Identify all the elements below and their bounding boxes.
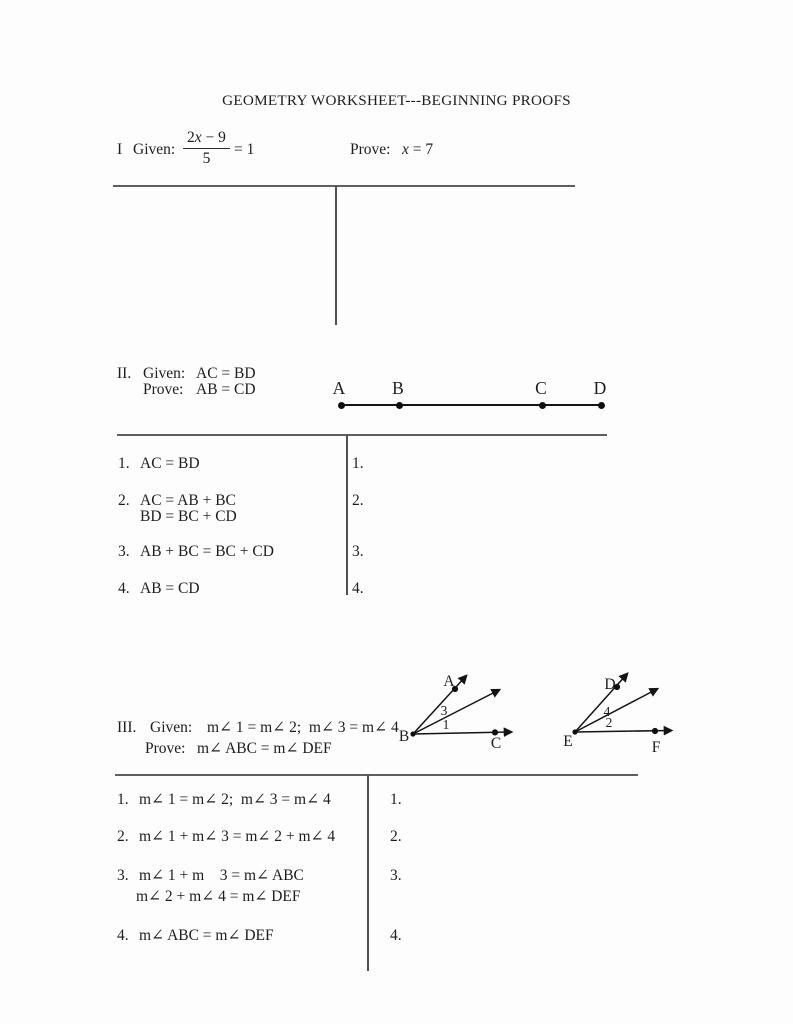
statement-text: AC = BD (140, 455, 200, 472)
problem1-given-label: Given: (133, 141, 176, 158)
label-b: B (398, 728, 410, 745)
label-c: C (490, 735, 502, 752)
statement-number: 4. (117, 927, 129, 944)
reason-number: 3. (352, 543, 364, 560)
statement-number: 3. (118, 543, 130, 560)
angle-3-label: 3 (440, 703, 448, 718)
problem1-fraction (183, 129, 230, 169)
problem1-prove-value: x = 7 (402, 141, 434, 158)
reason-number: 4. (352, 580, 364, 597)
statement-number: 1. (118, 455, 130, 472)
statement-text: m∠ 1 = m∠ 2; m∠ 3 = m∠ 4 (139, 791, 331, 808)
point-dot-a (338, 402, 345, 409)
statement-text: m∠ 2 + m∠ 4 = m∠ DEF (136, 888, 301, 905)
problem2-prove-value: AB = CD (196, 381, 256, 398)
statement-text: AB = CD (140, 580, 200, 597)
problem1-prove-label: Prove: (350, 141, 391, 158)
statement-number: 3. (117, 867, 129, 884)
statement-number: 2. (118, 492, 130, 509)
statement-text: BD = BC + CD (140, 508, 237, 525)
label-f: F (651, 739, 661, 756)
statement-number: 2. (117, 828, 129, 845)
problem2-prove-label: Prove: (143, 381, 184, 398)
point-label-b: B (392, 378, 404, 398)
point-dot-d (598, 402, 605, 409)
point-label-c: C (535, 378, 547, 398)
reason-number: 1. (390, 791, 402, 808)
angle-diagrams (395, 662, 685, 759)
ray-ba (413, 676, 466, 734)
statement-text: AB + BC = BC + CD (140, 543, 274, 560)
proof2-vertical-rule (346, 435, 348, 595)
angle-diagram-left (413, 676, 511, 734)
ray-e-middle (575, 689, 657, 732)
proof2-horizontal-rule (117, 434, 607, 436)
ray-b-middle (413, 690, 499, 734)
problem3-prove-value: m∠ ABC = m∠ DEF (197, 740, 332, 757)
vertex-b-dot (410, 731, 415, 736)
ray-ed (575, 674, 627, 732)
problem3-prove-label: Prove: (145, 740, 186, 757)
angle-diagram-right (575, 674, 671, 732)
problem2-given-label: Given: (143, 365, 186, 382)
proof3-horizontal-rule (115, 774, 638, 776)
statement-text: AC = AB + BC (140, 492, 236, 509)
problem2-given-value: AC = BD (196, 365, 256, 382)
reason-number: 4. (390, 927, 402, 944)
reason-number: 1. (352, 455, 364, 472)
angle-4-label: 4 (603, 704, 611, 719)
vertex-e-dot (572, 729, 577, 734)
point-dot-c (539, 402, 546, 409)
label-a: A (443, 673, 455, 690)
fraction-denominator: 5 (202, 150, 211, 168)
problem1-fraction-equals: = 1 (234, 141, 255, 158)
point-label-d: D (593, 378, 607, 398)
problem3-given-value: m∠ 1 = m∠ 2; m∠ 3 = m∠ 4 (207, 719, 399, 736)
proof3-vertical-rule (367, 775, 369, 971)
page-title: GEOMETRY WORKSHEET---BEGINNING PROOFS (222, 92, 571, 109)
statement-text: m∠ ABC = m∠ DEF (139, 927, 274, 944)
fraction-numerator: 2x − 9 (183, 129, 230, 149)
problem3-number: III. (117, 719, 137, 736)
label-e: E (563, 733, 573, 750)
segment-line (341, 404, 602, 406)
statement-number: 4. (118, 580, 130, 597)
statement-text: m∠ 1 + m∠ 3 = m∠ 2 + m∠ 4 (139, 828, 336, 845)
point-f-dot (652, 728, 658, 734)
problem1-number: I (117, 141, 123, 158)
point-dot-b (396, 402, 403, 409)
label-d: D (604, 676, 616, 693)
proof1-vertical-rule (335, 186, 337, 325)
problem3-given-label: Given: (150, 719, 193, 736)
reason-number: 2. (390, 828, 402, 845)
problem2-number: II. (117, 365, 132, 382)
angle-2-label: 2 (605, 715, 613, 730)
angle-1-label: 1 (442, 717, 450, 732)
statement-number: 1. (117, 791, 129, 808)
statement-text: m∠ 1 + m 3 = m∠ ABC (139, 867, 304, 884)
reason-number: 3. (390, 867, 402, 884)
proof1-horizontal-rule (113, 185, 575, 187)
point-label-a: A (332, 378, 346, 398)
reason-number: 2. (352, 492, 364, 509)
